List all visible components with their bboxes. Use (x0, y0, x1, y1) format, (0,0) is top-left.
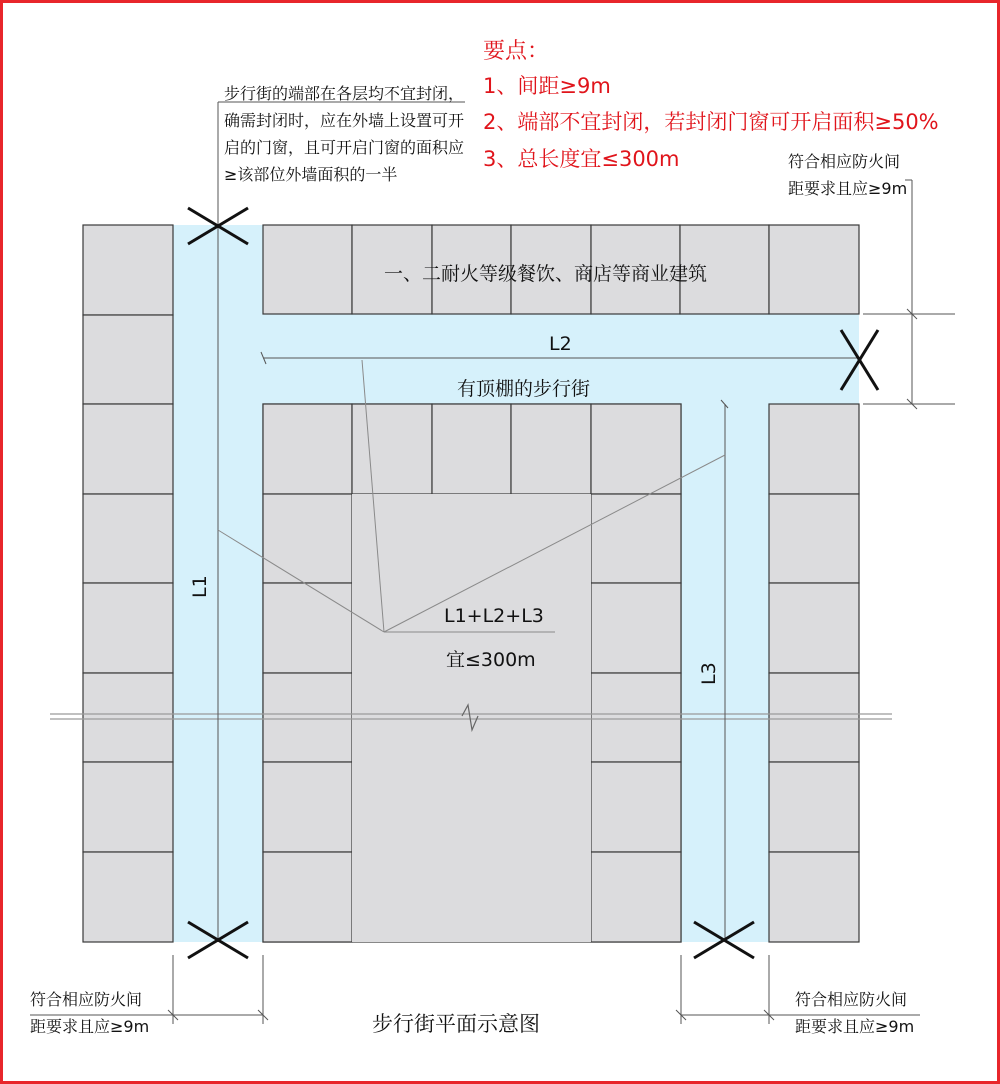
shop-unit (263, 762, 352, 852)
shop-unit (591, 404, 681, 494)
shop-unit (769, 225, 859, 314)
shop-unit (263, 494, 352, 583)
key-points-title: 要点： (483, 39, 550, 64)
shop-unit (263, 852, 352, 942)
spacing-note-line: 距要求且应≥9m (30, 1017, 150, 1036)
l2-label: L2 (549, 333, 572, 355)
key-point-1: 1、间距≥9m (483, 74, 611, 98)
spacing-note-line: 符合相应防火间 (30, 990, 143, 1009)
shop-unit (83, 315, 173, 404)
shop-unit (591, 852, 681, 942)
right-building-column (769, 404, 859, 942)
street-label: 有顶棚的步行街 (457, 378, 591, 400)
shop-unit (83, 583, 173, 673)
spacing-note-bottom-left (30, 986, 149, 1040)
spacing-note-line: 距要求且应≥9m (788, 179, 908, 198)
shop-unit (263, 583, 352, 673)
l3-label: L3 (698, 662, 720, 685)
shop-unit (83, 494, 173, 583)
shop-unit (769, 583, 859, 673)
diagram-caption: 步行街平面示意图 (372, 1012, 540, 1036)
sum-label: L1+L2+L3 (444, 605, 544, 627)
left-building-column (83, 225, 173, 942)
key-point-2: 2、端部不宜封闭，若封闭门窗可开启面积≥50% (483, 110, 939, 134)
shop-unit (769, 673, 859, 762)
shop-unit (511, 404, 591, 494)
shop-unit (263, 673, 352, 762)
shop-unit (769, 762, 859, 852)
shop-unit (591, 583, 681, 673)
shop-unit (83, 404, 173, 494)
spacing-note-line: 符合相应防火间 (788, 152, 901, 171)
center-open-area (352, 494, 591, 942)
shop-unit (769, 852, 859, 942)
end-closure-note: 步行街的端部在各层均不宜封闭，确需封闭时，应在外墙上设置可开启的门窗，且可开启门窗的面积应≥该部位外墙面积的一半 (224, 84, 465, 184)
shop-unit (591, 673, 681, 762)
shop-unit (432, 404, 511, 494)
spacing-note-top-right (788, 148, 907, 202)
shop-unit (769, 494, 859, 583)
sum-limit-label: 宜≤300m (446, 649, 536, 671)
l1-label: L1 (189, 575, 211, 598)
spacing-note-bottom-right (795, 986, 914, 1040)
shop-unit (769, 404, 859, 494)
shop-unit (591, 494, 681, 583)
shop-unit (83, 673, 173, 762)
shop-unit (83, 225, 173, 315)
shop-unit (83, 852, 173, 942)
shop-unit (263, 404, 352, 494)
shop-unit (83, 762, 173, 852)
spacing-note-line: 符合相应防火间 (795, 990, 908, 1009)
shop-unit (591, 762, 681, 852)
spacing-note-line: 距要求且应≥9m (795, 1017, 915, 1036)
key-point-3: 3、总长度宜≤300m (483, 147, 680, 171)
shop-unit (263, 225, 352, 314)
building-label: 一、二耐火等级餐饮、商店等商业建筑 (384, 263, 708, 285)
shop-unit (352, 404, 432, 494)
